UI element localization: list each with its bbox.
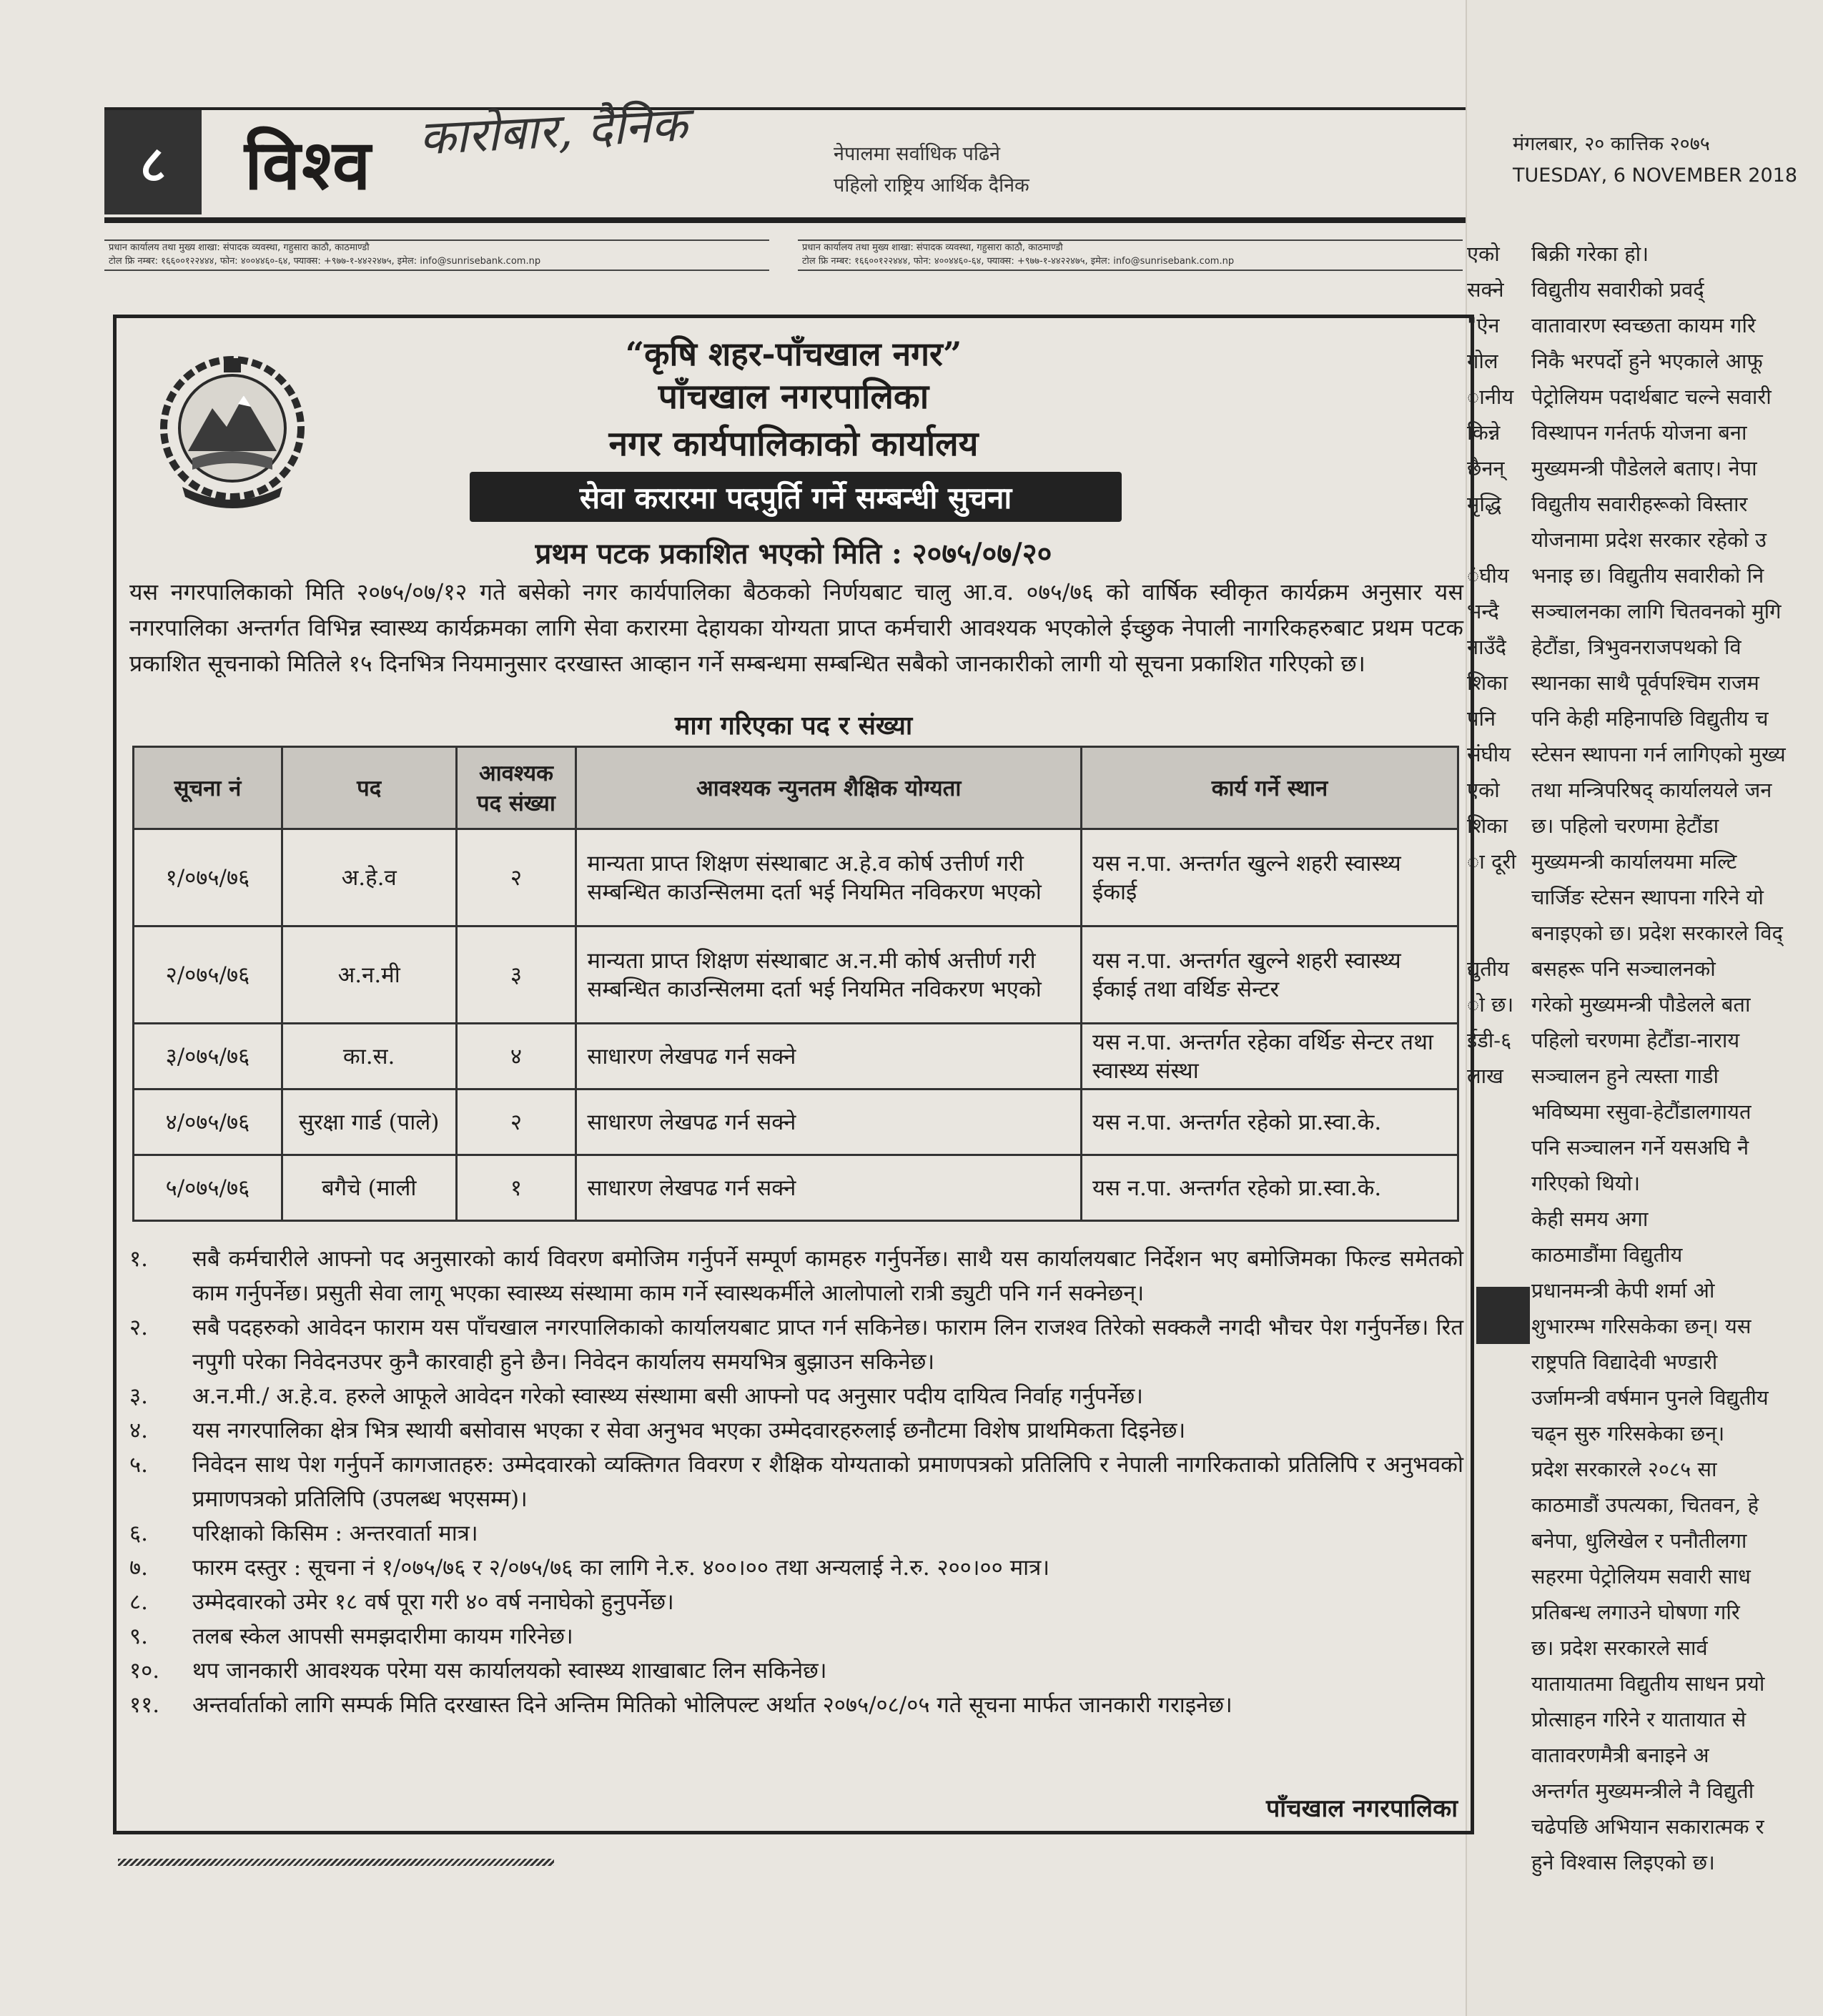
list-item [129,1516,1463,1551]
fragment-line [1467,522,1528,558]
date-english: TUESDAY, 6 NOVEMBER 2018 [1513,164,1797,187]
cell-notice-no: ३/०७५/७६ [134,1024,282,1089]
fragment-line: शिका [1467,814,1508,838]
fragment-line: एको [1467,778,1500,802]
fragment-line: ंघीय [1467,563,1509,588]
column-line: अन्तर्गत मुख्यमन्त्रीले नै विद्युती [1531,1779,1754,1803]
column-line: सञ्चालन हुने त्यस्ता गाडी [1531,1064,1719,1088]
item-text: फारम दस्तुर : सूचना नं १/०७५/७६ र २/०७५/७६ का लागि ने.रु. ४००।०० तथा अन्यलाई ने.रु. २००।०० मात्र। [192,1555,1050,1581]
column-line: प्रोत्साहन गरिने र यातायात से [1531,1707,1747,1731]
item-number: ७. [129,1555,148,1581]
issue-date [1513,129,1797,192]
municipality-name: पाँचखाल नगरपालिका [658,377,929,417]
bank-ad-strip [104,239,769,271]
column-line: सहरमा पेट्रोलियम सवारी साध [1531,1564,1751,1588]
item-number: ११. [129,1692,160,1718]
col-header-count: आवश्यक पद संख्या [456,747,576,829]
column-line: छ। प्रदेश सरकारले सार्व [1531,1636,1708,1660]
page-number: ८ [104,110,202,214]
column-line: राष्ट्रपति विद्यादेवी भण्डारी [1531,1350,1718,1374]
office-name: नगर कार्यपालिकाको कार्यालय [608,424,979,464]
column-line: बनेपा, धुलिखेल र पनौतीलगा [1531,1528,1747,1553]
column-line: हुने विश्वास लिइएको छ। [1531,1850,1715,1874]
notice-slogan: “कृषि शहर-पाँचखाल नगर” [625,335,962,373]
fragment-line: किन्ने [1467,420,1501,445]
list-item [129,1310,1463,1379]
cell-qualification: साधारण लेखपढ गर्न सक्ने [576,1155,1082,1221]
item-text: थप जानकारी आवश्यक परेमा यस कार्यालयको स्वास्थ्य शाखाबाट लिन सकिनेछ। [192,1658,827,1684]
column-line: काठमाडौं उपत्यका, चितवन, हे [1531,1493,1759,1517]
fragment-line: भन्दै [1467,599,1499,623]
cell-work-location: यस न.पा. अन्तर्गत खुल्ने शहरी स्वास्थ्य ईकाई [1081,829,1458,927]
fragment-line [1467,879,1528,915]
fragment-line [1467,915,1528,951]
column-line: वातावरणमैत्री बनाइने अ [1531,1743,1709,1767]
conditions-list [129,1242,1463,1722]
column-line: विद्युतीय सवारीको प्रवर्द् [1531,277,1704,302]
item-number: ५. [129,1452,148,1478]
fragment-line: गोल [1467,349,1498,373]
cell-post: बगैचे (माली [282,1155,456,1221]
item-number: ८. [129,1589,148,1615]
fragment-line: संघीय [1467,742,1511,766]
item-text: सबै कर्मचारीले आफ्नो पद अनुसारको कार्य विवरण बमोजिम गर्नुपर्ने सम्पूर्ण कामहरु गर्नुपर्नेछ। साथै यस कार्यालयबाट निर्देशन भए बमोजिमका फिल्ड समेतको काम गर्नुपर्नेछ। प्रसुती सेवा लागू भएका स्वास्थ्य संस्थामा काम गर्ने स्वास्थकर्मीले आलोपालो रात्री ड्युटी पनि गर्न सक्नेछन्। [192,1246,1463,1306]
bank-strip-line: टोल फ्रि नम्बर: १६६००१२२४४४, फोन: ४००४४६०-६४, फ्याक्स: +९७७-१-४४२२४७५, इमेल: info@sunrisebank.com.np [109,256,541,267]
table-row [134,829,1458,927]
decorative-rule [118,1859,554,1866]
column-line: हेटौंडा, त्रिभुवनराजपथको वि [1531,635,1742,659]
column-line: वातावारण स्वच्छता कायम गरि [1531,313,1756,337]
fragment-line: नाउँदै [1467,635,1506,659]
cell-post: का.स. [282,1024,456,1089]
masthead [104,97,1466,223]
column-line: भनाइ छ। विद्युतीय सवारीको नि [1531,563,1764,588]
notice-intro: यस नगरपालिकाको मिति २०७५/०७/१२ गते बसेको नगर कार्यपालिका बैठकको निर्णयबाट चालु आ.व. ०७५/७६ को वार्षिक स्वीकृत कार्यक्रम अनुसार यस नगरपालिका अन्तर्गत विभिन्न स्वास्थ्य कार्यक्रमका लागि सेवा करारमा देहायका योग्यता प्राप्त कर्मचारी आवश्यक भएकोले ईच्छुक नेपाली नागरिकहरुबाट प्रथम पटक प्रकाशित सूचनाको मितिले १५ दिनभित्र नियमानुसार दरखास्त आव्हान गर्ने सम्बन्धमा सम्बन्धित सबैको जानकारीको लागी यो सूचना प्रकाशित गरिएको छ। [129,578,1463,677]
column-line: निकै भरपर्दो हुने भएकाले आफू [1531,349,1763,373]
cell-notice-no: १/०७५/७६ [134,829,282,927]
list-item [129,1448,1463,1516]
cell-notice-no: ४/०७५/७६ [134,1089,282,1155]
item-text: निवेदन साथ पेश गर्नुपर्ने कागजातहरु: उम्मेदवारको व्यक्तिगत विवरण र शैक्षिक योग्यताको प्रमाणपत्रको प्रतिलिपि र नेपाली नागरिकताको प्रतिलिपि र अनुभवको प्रमाणपत्रको प्रतिलिपि (उपलब्ध भएसम्म)। [192,1452,1463,1512]
handwritten-note: कारोबार, दैनिक [418,97,688,166]
cell-qualification: साधारण लेखपढ गर्न सक्ने [576,1024,1082,1089]
column-line: चढेपछि अभियान सकारात्मक र [1531,1814,1764,1839]
notice-signature: पाँचखाल नगरपालिका [1265,1794,1458,1823]
cropped-column-fragment [1467,236,1528,1094]
item-number: ९. [129,1624,148,1649]
column-line: विस्थापन गर्नतर्फ योजना बना [1531,420,1747,445]
cell-post: अ.न.मी [282,927,456,1024]
col-header-post: पद [282,747,456,829]
fragment-line: ो छ। [1467,992,1514,1017]
col-header-work-location: कार्य गर्ने स्थान [1081,747,1458,829]
positions-subheading: माग गरिएका पद र संख्या [674,711,913,741]
column-line: शुभारम्भ गरिसकेका छन्। यस [1531,1314,1752,1338]
column-line: पहिलो चरणमा हेटौंडा-नाराय [1531,1028,1740,1052]
column-line: प्रदेश सरकारले २०८५ सा [1531,1457,1717,1481]
list-item [129,1379,1463,1413]
bank-ad-strip [798,239,1463,271]
item-text: अ.न.मी./ अ.हे.व. हरुले आफूले आवेदन गरेको स्वास्थ्य संस्थामा बसी आफ्नो पद अनुसार पदीय दायित्व निर्वाह गर्नुपर्नेछ। [192,1383,1144,1409]
column-line: पनि केही महिनापछि विद्युतीय च [1531,706,1769,731]
fragment-line: शिका [1467,671,1508,695]
col-header-notice-no: सूचना नं [134,747,282,829]
column-line: प्रधानमन्त्री केपी शर्मा ओ [1531,1278,1715,1303]
cell-qualification: मान्यता प्राप्त शिक्षण संस्थाबाट अ.हे.व कोर्ष उत्तीर्ण गरी सम्बन्धित काउन्सिलमा दर्ता भई नियमित नविकरण भएको [576,829,1082,927]
fragment-line: मृद्धि [1467,492,1502,516]
cell-count: ४ [456,1024,576,1089]
column-line: बनाइएको छ। प्रदेश सरकारले विद् [1531,921,1783,945]
column-line: प्रतिबन्ध लगाउने घोषणा गरि [1531,1600,1740,1624]
table-row [134,927,1458,1024]
cell-notice-no: ५/०७५/७६ [134,1155,282,1221]
column-line: पेट्रोलियम पदार्थबाट चल्ने सवारी [1531,385,1772,409]
item-text: यस नगरपालिका क्षेत्र भित्र स्थायी बसोवास भएका र सेवा अनुभव भएका उम्मेदवारहरुलाई छनौटमा विशेष प्राथमिकता दिइनेछ। [192,1418,1186,1443]
publication-date: प्रथम पटक प्रकाशित भएको मिति : २०७५/०७/२० [535,537,1052,570]
column-line: तथा मन्त्रिपरिषद् कार्यालयले जन [1531,778,1772,802]
column-line: स्थानका साथै पूर्वपश्चिम राजम [1531,671,1759,695]
fragment-line: ईडी-६ [1467,1028,1512,1052]
cell-post: सुरक्षा गार्ड (पाले) [282,1089,456,1155]
column-line: गरिएको थियो। [1531,1171,1641,1195]
bank-strip-line: टोल फ्रि नम्बर: १६६००१२२४४४, फोन: ४००४४६०-६४, फ्याक्स: +९७७-१-४४२२४७५, इमेल: info@sunrisebank.com.np [802,256,1235,267]
list-item [129,1413,1463,1448]
notice-title-banner: सेवा करारमा पदपुर्ति गर्ने सम्बन्धी सुचना [470,472,1122,522]
column-line: बिक्री गरेका हो। [1531,242,1649,266]
list-item [129,1585,1463,1619]
table-row [134,1155,1458,1221]
fragment-line: लाख [1467,1064,1503,1088]
fragment-line: द्युतीय [1467,957,1510,981]
table-row [134,1024,1458,1089]
list-item [129,1242,1463,1310]
column-line: योजनामा प्रदेश सरकार रहेको उ [1531,528,1767,552]
column-line: मुख्यमन्त्री पौडेलले बताए। नेपा [1531,456,1757,480]
item-text: उम्मेदवारको उमेर १८ वर्ष पूरा गरी ४० वर्ष ननाघेको हुनुपर्नेछ। [192,1589,674,1615]
column-line: मुख्यमन्त्री कार्यालयमा मल्टि [1531,849,1737,874]
item-number: २. [129,1315,148,1340]
column-line: विद्युतीय सवारीहरूको विस्तार [1531,492,1748,516]
cell-work-location: यस न.पा. अन्तर्गत रहेको प्रा.स्वा.के. [1081,1089,1458,1155]
bank-strip-line: प्रधान कार्यालय तथा मुख्य शाखा: संपादक व्यवस्था, गहुसारा काठौ, काठमाण्डौ [109,242,370,253]
column-line: पनि सञ्चालन गर्ने यसअघि नै [1531,1135,1749,1160]
tagline-line: नेपालमा सर्वाधिक पढिने [834,143,1001,165]
table-row [134,1089,1458,1155]
bank-strip-line: प्रधान कार्यालय तथा मुख्य शाखा: संपादक व्यवस्था, गहुसारा काठौ, काठमाण्डौ [802,242,1063,253]
col-header-qualification: आवश्यक न्युनतम शैक्षिक योग्यता [576,747,1082,829]
column-line: केही समय अगा [1531,1207,1649,1231]
item-number: ४. [129,1418,148,1443]
newspaper-logo: विश्व [244,125,372,205]
item-text: सबै पदहरुको आवेदन फाराम यस पाँचखाल नगरपालिकाको कार्यालयबाट प्राप्त गर्न सकिनेछ। फाराम लिन राजश्व तिरेको सक्कलै नगदी भौचर पेश गर्नुपर्नेछ। रित नपुगी परेका निवेदनउपर कुनै कारवाही हुने छैन। निवेदन कार्यालय समयभित्र बुझाउन सकिनेछ। [192,1315,1463,1375]
fragment-line: एको [1467,242,1500,266]
item-number: ३. [129,1383,148,1409]
cell-count: २ [456,1089,576,1155]
fragment-line: ा दूरी [1467,849,1516,874]
date-nepali: मंगलबार, २० कात्तिक २०७५ [1513,133,1710,155]
cell-count: ३ [456,927,576,1024]
fragment-line: ानीय [1467,385,1514,409]
column-line: बसहरू पनि सञ्चालनको [1531,957,1716,981]
cell-qualification: मान्यता प्राप्त शिक्षण संस्थाबाट अ.न.मी कोर्ष अत्तीर्ण गरी सम्बन्धित काउन्सिलमा दर्ता भई नियमित नविकरण भएको [576,927,1082,1024]
list-item [129,1688,1463,1722]
list-item [129,1619,1463,1654]
positions-table [132,746,1459,1222]
column-line: यातायातमा विद्युतीय साधन प्रयो [1531,1671,1765,1696]
list-item [129,1551,1463,1585]
vacancy-notice [113,315,1474,1834]
fragment-line: छैनन् [1467,456,1505,480]
cell-work-location: यस न.पा. अन्तर्गत रहेको प्रा.स्वा.के. [1081,1155,1458,1221]
cell-qualification: साधारण लेखपढ गर्न सक्ने [576,1089,1082,1155]
cell-post: अ.हे.व [282,829,456,927]
cell-count: १ [456,1155,576,1221]
column-line: उर्जामन्त्री वर्षमान पुनले विद्युतीय [1531,1385,1769,1410]
column-line: सञ्चालनका लागि चितवनको मुगि [1531,599,1782,623]
item-text: तलब स्केल आपसी समझदारीमा कायम गरिनेछ। [192,1624,573,1649]
item-number: १. [129,1246,148,1272]
cell-work-location: यस न.पा. अन्तर्गत खुल्ने शहरी स्वास्थ्य ईकाई तथा वर्थिङ सेन्टर [1081,927,1458,1024]
news-column [1531,236,1823,1880]
item-text: परिक्षाको किसिम : अन्तरवार्ता मात्र। [192,1521,478,1546]
item-text: अन्तर्वार्ताको लागि सम्पर्क मिति दरखास्त दिने अन्तिम मितिको भोलिपल्ट अर्थात २०७५/०८/०५ गते सूचना मार्फत जानकारी गराइनेछ। [192,1692,1232,1718]
tagline [834,139,1029,202]
column-line: चार्जिङ स्टेसन स्थापना गरिने यो [1531,885,1764,909]
column-line: गरेको मुख्यमन्त्री पौडेलले बता [1531,992,1751,1017]
cell-count: २ [456,829,576,927]
list-item [129,1654,1463,1688]
item-number: १०. [129,1658,160,1684]
column-line: भविष्यमा रसुवा-हेटौंडालगायत [1531,1100,1752,1124]
item-number: ६. [129,1521,148,1546]
table-header-row [134,747,1458,829]
column-line: स्टेसन स्थापना गर्न लागिएको मुख्य [1531,742,1786,766]
fragment-line: सक्ने [1467,277,1504,302]
cropped-photo-block [1476,1287,1530,1344]
column-line: काठमाडौंमा विद्युतीय [1531,1242,1683,1267]
cell-work-location: यस न.पा. अन्तर्गत रहेका वर्थिङ सेन्टर तथा स्वास्थ्य संस्था [1081,1024,1458,1089]
tagline-line: पहिलो राष्ट्रिय आर्थिक दैनिक [834,174,1029,197]
column-line: छ। पहिलो चरणमा हेटौंडा [1531,814,1719,838]
fragment-line: "ऐन [1467,313,1500,337]
cell-notice-no: २/०७५/७६ [134,927,282,1024]
column-line: चढ्न सुरु गरिसकेका छन्। [1531,1421,1725,1446]
fragment-line: पनि [1467,706,1496,731]
